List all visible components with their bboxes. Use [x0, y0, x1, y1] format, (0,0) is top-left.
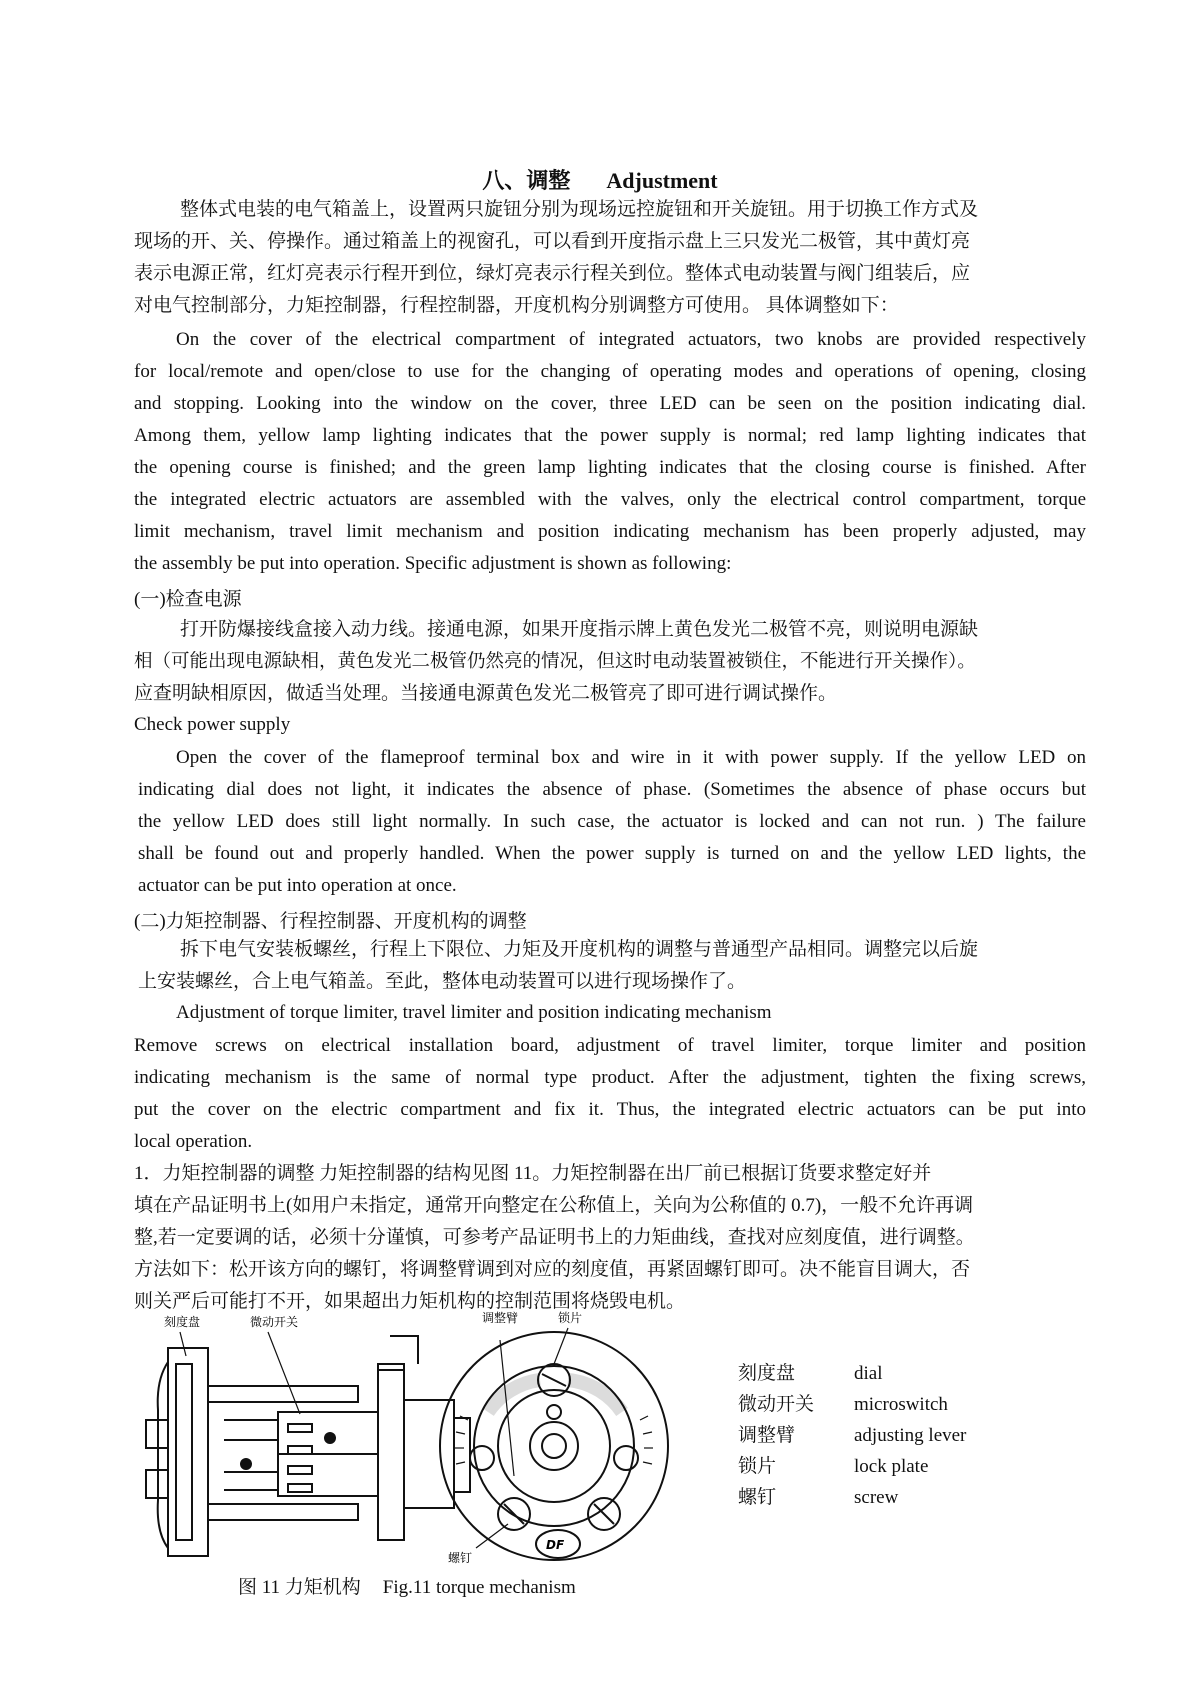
figure-caption — [238, 1572, 576, 1599]
legend-row: 锁片 lock plate — [738, 1456, 929, 1477]
intro-en-line: the integrated electric actuators are assembled with the valves, only the electrical control compartment, torque — [134, 489, 1086, 510]
df-logo-text: DF — [546, 1538, 565, 1552]
figure-legend — [738, 1358, 966, 1513]
s3-zh-line: 填在产品证明书上(如用户未指定，通常开向整定在公称值上，关向为公称值的 0.7)，一般不允许再调 — [134, 1195, 974, 1216]
label-lever: 调整臂 — [482, 1311, 519, 1325]
s2-zh-line: 上安装螺丝，合上电气箱盖。至此，整体电动装置可以进行现场操作了。 — [138, 971, 747, 992]
legend-row: 微动开关 microswitch — [738, 1394, 948, 1415]
torque-mechanism-figure — [128, 1300, 728, 1580]
s2-en-line: Remove screws on electrical installation board, adjustment of travel limiter, torque limiter and position — [134, 1035, 1086, 1056]
s1-zh-line: 打开防爆接线盒接入动力线。接通电源，如果开度指示牌上黄色发光二极管不亮，则说明电源缺 — [180, 619, 979, 640]
s3-zh-line: 方法如下：松开该方向的螺钉，将调整臂调到对应的刻度值，再紧固螺钉即可。决不能盲目调大，否 — [134, 1259, 971, 1280]
legend-row: 刻度盘 dial — [738, 1363, 883, 1384]
dial-scale-ticks — [455, 1416, 653, 1464]
title-en: Adjustment — [606, 168, 718, 193]
s1-en-line: Open the cover of the flameproof terminal box and wire in it with power supply. If the yellow LED on — [176, 747, 1086, 768]
intro-en-line: and stopping. Looking into the window on the cover, three LED can be seen on the position indicating dial. — [134, 393, 1086, 414]
s1-en-line: the yellow LED does still light normally. In such case, the actuator is locked and can not run. ) The failure — [138, 811, 1086, 832]
df-logo — [536, 1530, 580, 1558]
section-1-heading-en: Check power supply — [134, 714, 291, 735]
label-dial: 刻度盘 — [164, 1315, 201, 1329]
label-lock: 锁片 — [558, 1311, 583, 1325]
intro-en-line: On the cover of the electrical compartment of integrated actuators, two knobs are provided respectively — [176, 329, 1086, 350]
intro-zh-line: 现场的开、关、停操作。通过箱盖上的视窗孔，可以看到开度指示盘上三只发光二极管，其中黄灯亮 — [134, 231, 971, 252]
intro-en-line: the assembly be put into operation. Specific adjustment is shown as following: — [134, 553, 732, 574]
caption-en: Fig.11 torque mechanism — [382, 1577, 576, 1598]
s3-zh-line: 整,若一定要调的话，必须十分谨慎，可参考产品证明书上的力矩曲线，查找对应刻度值，进行调整。 — [134, 1227, 975, 1248]
intro-en-line: Among them, yellow lamp lighting indicates that the power supply is normal; red lamp lighting indicates that — [134, 425, 1086, 446]
label-screw: 螺钉 — [448, 1551, 473, 1565]
s1-en-line: shall be found out and properly handled. When the power supply is turned on and the yellow LED lights, the — [138, 843, 1086, 864]
section-2-heading-en: Adjustment of torque limiter, travel limiter and position indicating mechanism — [176, 1002, 772, 1023]
dial-plate-shape — [168, 1348, 208, 1556]
s1-en-line: actuator can be put into operation at once. — [138, 875, 457, 896]
s2-en-line: local operation. — [134, 1131, 253, 1152]
section-1-heading-zh: (一)检查电源 — [134, 589, 242, 610]
intro-zh-line: 整体式电装的电气箱盖上，设置两只旋钮分别为现场远控旋钮和开关旋钮。用于切换工作方式及 — [180, 199, 979, 220]
dial-edge-shape — [158, 1362, 168, 1548]
title-zh: 八、调整 — [482, 168, 571, 193]
legend-row: 调整臂 adjusting lever — [738, 1425, 967, 1446]
torque-mechanism-drawing — [128, 1300, 728, 1580]
intro-en-line: limit mechanism, travel limit mechanism and position indicating mechanism has been properly adjusted, may — [134, 521, 1086, 542]
s1-zh-line: 应查明缺相原因，做适当处理。当接通电源黄色发光二极管亮了即可进行调试操作。 — [134, 683, 838, 704]
section-title — [0, 164, 1200, 195]
s3-zh-line: 1．力矩控制器的调整 力矩控制器的结构见图 11。力矩控制器在出厂前已根据订货要求整定好并 — [134, 1163, 932, 1184]
s2-en-line: put the cover on the electric compartment and fix it. Thus, the integrated electric actuators can be put into — [134, 1099, 1086, 1120]
s3-zh-line: 则关严后可能打不开，如果超出力矩机构的控制范围将烧毁电机。 — [134, 1291, 686, 1312]
s2-zh-line: 拆下电气安装板螺丝，行程上下限位、力矩及开度机构的调整与普通型产品相同。调整完以后旋 — [180, 939, 979, 960]
caption-zh: 图 11 力矩机构 — [238, 1577, 361, 1598]
s2-en-line: indicating mechanism is the same of normal type product. After the adjustment, tighten the fixing screws, — [134, 1067, 1086, 1088]
intro-en-line: the opening course is finished; and the green lamp lighting indicates that the closing course is finished. After — [134, 457, 1086, 478]
intro-en-line: for local/remote and open/close to use for the changing of operating modes and operations of opening, closing — [134, 361, 1086, 382]
s1-en-line: indicating dial does not light, it indicates the absence of phase. (Sometimes the absence of phase occurs but — [138, 779, 1086, 800]
intro-zh-line: 对电气控制部分，力矩控制器，行程控制器，开度机构分别调整方可使用。 具体调整如下： — [134, 295, 899, 316]
intro-zh-line: 表示电源正常，红灯亮表示行程开到位，绿灯亮表示行程关到位。整体式电动装置与阀门组装后，应 — [134, 263, 971, 284]
label-microswitch: 微动开关 — [250, 1315, 299, 1329]
section-2-heading-zh: (二)力矩控制器、行程控制器、开度机构的调整 — [134, 911, 527, 932]
s1-zh-line: 相（可能出现电源缺相，黄色发光二极管仍然亮的情况，但这时电动装置被锁住，不能进行开关操作）。 — [134, 652, 976, 672]
legend-row: 螺钉 screw — [738, 1487, 899, 1508]
